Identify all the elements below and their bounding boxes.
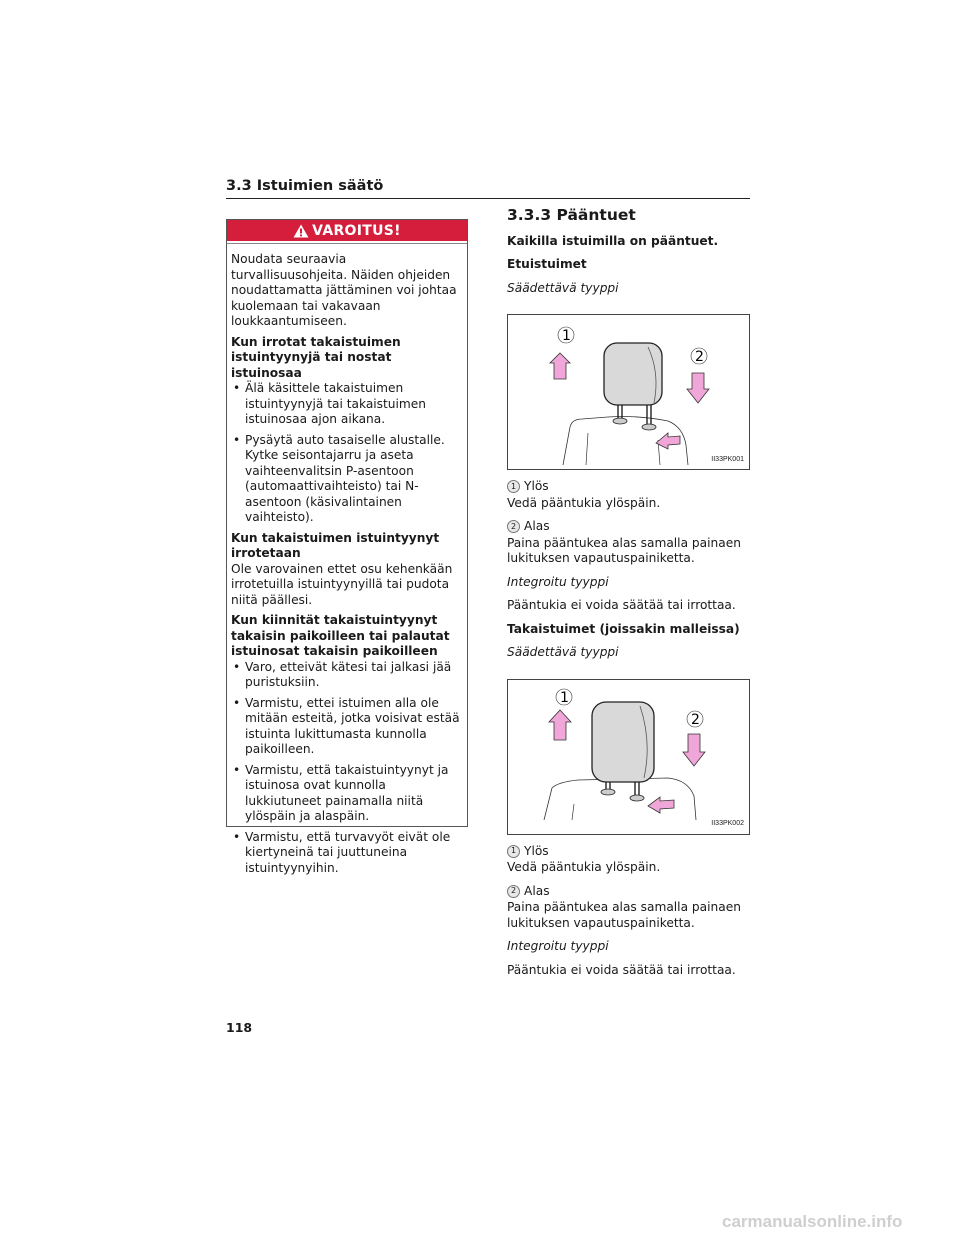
content-column <box>507 208 751 986</box>
warning-list-3 <box>231 660 463 877</box>
warning-triangle-icon <box>293 224 309 238</box>
warning-heading-3: Kun kiinnität takaistuintyynyt takaisin paikoilleen tai palautat istuinosat takaisin paikoilleen <box>231 613 450 658</box>
list-item: • Pysäytä auto tasaiselle alustalle. Kytke seisontajarru ja aseta vaihteenvalitsin P-asentoon (automaattivaihteisto) tai N-asentoon (käsivalintainen vaihteisto). <box>231 433 463 526</box>
section-header: 3.3 Istuimien säätö <box>226 178 750 199</box>
list-item: • Varo, etteivät kätesi tai jalkasi jää puristuksiin. <box>231 660 463 691</box>
warning-heading-1: Kun irrotat takaistuimen istuintyynyjä tai nostat istuinosaa <box>231 334 401 380</box>
headrest-illustration-icon <box>508 315 749 469</box>
watermark: carmanualsonline.info <box>722 1212 903 1231</box>
front-integrated-label: Integroitu tyyppi <box>507 574 609 589</box>
page-number: 118 <box>226 1020 253 1035</box>
step-label: Ylös <box>524 479 549 493</box>
warning-intro: Noudata seuraavia turvallisuusohjeita. Näiden ohjeiden noudattamatta jättäminen voi johtaa kuolemaan tai vakavaan loukkaantumiseen. <box>231 252 457 328</box>
rear-adjustable-label: Säädettävä tyyppi <box>507 645 619 659</box>
warning-header <box>227 220 467 243</box>
list-item: • Älä käsittele takaistuimen istuintyynyjä tai takaistuimen istuinosaa ajon aikana. <box>231 381 463 428</box>
page-title: 3.3.3 Pääntuet <box>507 206 636 224</box>
svg-text:2: 2 <box>695 349 704 365</box>
svg-text:2: 2 <box>691 711 700 728</box>
warning-heading-2: Kun takaistuimen istuintyynyt irrotetaan <box>231 530 440 560</box>
rear-step-2 <box>507 884 751 900</box>
step-text: Paina pääntukea alas samalla painaen lukituksen vapautuspainiketta. <box>507 535 741 565</box>
step-number-badge: 1 <box>507 480 520 493</box>
step-number-badge: 2 <box>507 885 520 898</box>
front-adjustable-label: Säädettävä tyyppi <box>507 280 619 295</box>
warning-title: VAROITUS! <box>312 222 401 239</box>
front-step-2 <box>507 519 751 535</box>
step-text: Paina pääntukea alas samalla painaen lukituksen vapautuspainiketta. <box>507 900 741 930</box>
front-heading: Etuistuimet <box>507 257 587 271</box>
step-number-badge: 1 <box>507 845 520 858</box>
warning-text-2: Ole varovainen ettet osu kehenkään irrotetuilla istuintyynyillä tai pudota niitä päällesi. <box>231 561 453 607</box>
rear-heading: Takaistuimet (joissakin malleissa) <box>507 621 740 636</box>
svg-text:1: 1 <box>560 689 569 706</box>
warning-list-1 <box>231 381 463 526</box>
list-item: • Varmistu, ettei istuimen alla ole mitään esteitä, jotka voisivat estää istuinta lukittumasta kunnolla paikoilleen. <box>231 696 463 758</box>
step-label: Ylös <box>524 843 549 858</box>
svg-text:1: 1 <box>562 328 571 344</box>
warning-box <box>226 219 468 875</box>
headrest-illustration-icon <box>508 680 749 834</box>
rear-headrest-figure <box>507 679 750 835</box>
figure-code: II33PK002 <box>711 820 744 827</box>
list-item: • Varmistu, että takaistuintyynyt ja istuinosa ovat kunnolla lukkiutuneet painamalla niitä ylöspäin ja alaspäin. <box>231 763 463 825</box>
rear-step-1 <box>507 844 751 860</box>
rear-integrated-label: Integroitu tyyppi <box>507 939 609 953</box>
intro-text: Kaikilla istuimilla on pääntuet. <box>507 233 719 248</box>
figure-code: II33PK001 <box>711 455 744 463</box>
step-text: Vedä pääntukia ylöspäin. <box>507 495 661 510</box>
front-headrest-figure <box>507 314 750 470</box>
front-integrated-text: Pääntukia ei voida säätää tai irrottaa. <box>507 598 736 612</box>
step-label: Alas <box>524 519 550 533</box>
step-label: Alas <box>524 883 550 898</box>
step-text: Vedä pääntukia ylöspäin. <box>507 860 661 874</box>
front-step-1 <box>507 479 751 495</box>
step-number-badge: 2 <box>507 520 520 533</box>
list-item: • Varmistu, että turvavyöt eivät ole kiertyneinä tai juuttuneina istuintyynyihin. <box>231 830 463 877</box>
rear-integrated-text: Pääntukia ei voida säätää tai irrottaa. <box>507 962 736 977</box>
